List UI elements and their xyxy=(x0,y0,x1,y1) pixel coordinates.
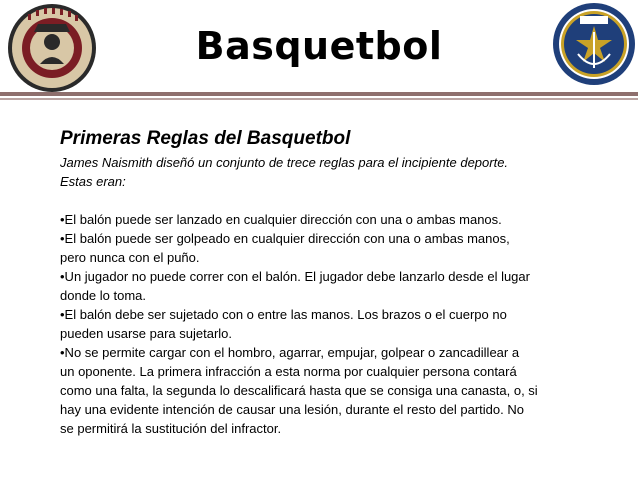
rule-line: •No se permite cargar con el hombro, agarrar, empujar, golpear o zancadillear a xyxy=(60,345,520,360)
rule-line: •Un jugador no puede correr con el balón. El jugador debe lanzarlo desde el lugar xyxy=(60,269,530,284)
rule-line: se permitirá la sustitución del infractor. xyxy=(60,421,282,436)
rule-item xyxy=(60,229,630,267)
intro-paragraph xyxy=(60,153,630,191)
slide-title: Basquetbol xyxy=(195,24,443,68)
section-subtitle: Primeras Reglas del Basquetbol xyxy=(60,128,351,149)
rule-item xyxy=(60,343,630,438)
intro-line: James Naismith diseñó un conjunto de trece reglas para el incipiente deporte. xyxy=(60,155,509,170)
slide-header xyxy=(0,0,638,92)
rule-line: pueden usarse para sujetarlo. xyxy=(60,326,233,341)
rule-line: un oponente. La primera infracción a esta norma por cualquier persona contará xyxy=(60,364,517,379)
rule-item xyxy=(60,210,630,229)
rule-item xyxy=(60,305,630,343)
rule-line: como una falta, la segunda lo descalificará hasta que se consiga una canasta, o, si xyxy=(60,383,538,398)
header-divider-thin xyxy=(0,98,638,100)
slide-body xyxy=(60,128,630,438)
rule-line: donde lo toma. xyxy=(60,288,147,303)
intro-line: Estas eran: xyxy=(60,174,126,189)
header-divider-thick xyxy=(0,92,638,96)
rule-item xyxy=(60,267,630,305)
rule-line: •El balón puede ser golpeado en cualquier dirección con una o ambas manos, xyxy=(60,231,510,246)
paragraph-spacer xyxy=(60,191,630,210)
rule-line: •El balón puede ser lanzado en cualquier dirección con una o ambas manos. xyxy=(60,212,502,227)
rule-line: •El balón debe ser sujetado con o entre las manos. Los brazos o el cuerpo no xyxy=(60,307,507,322)
university-seal-logo xyxy=(552,2,636,86)
rule-line: pero nunca con el puño. xyxy=(60,250,200,265)
rule-line: hay una evidente intención de causar una lesión, durante el resto del partido. No xyxy=(60,402,524,417)
